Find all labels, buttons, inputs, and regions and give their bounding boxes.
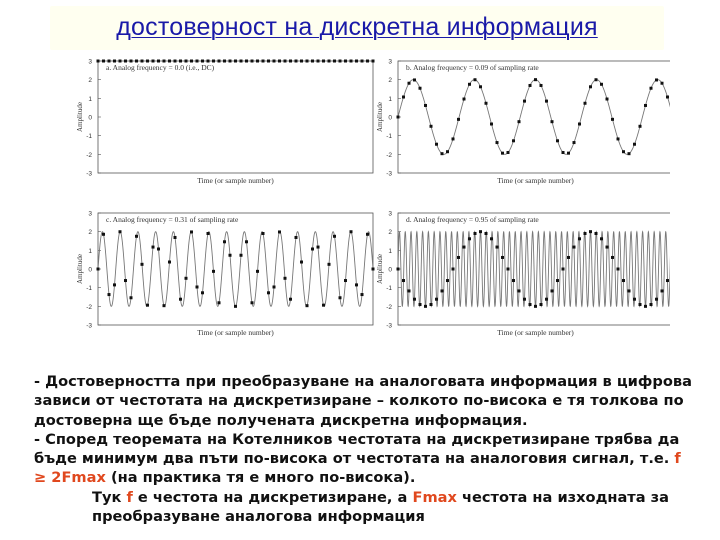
sample-point	[556, 279, 559, 282]
sample-point	[256, 270, 259, 273]
y-tick-label: 0	[388, 114, 392, 122]
y-tick-label: 1	[88, 247, 92, 255]
sample-point	[611, 118, 614, 121]
sample-point	[397, 116, 400, 119]
sample-point	[289, 298, 292, 301]
plot-panel	[76, 211, 375, 338]
sample-point	[295, 236, 298, 239]
sample-point	[540, 303, 543, 306]
sample-point	[507, 268, 510, 271]
sample-point	[402, 95, 405, 98]
y-tick-label: 2	[88, 229, 92, 237]
sample-point	[441, 152, 444, 155]
sample-point	[633, 298, 636, 301]
sample-point	[163, 304, 166, 307]
plot-panel	[76, 59, 375, 186]
body-text	[34, 372, 694, 526]
sample-point	[468, 83, 471, 86]
sample-point	[430, 303, 433, 306]
sample-point	[113, 60, 116, 63]
sample-point	[408, 82, 411, 85]
sample-point	[256, 60, 259, 63]
paragraph-3-lead: Тук	[92, 488, 127, 506]
y-axis-label: Amplitude	[376, 254, 384, 284]
sample-point	[163, 60, 166, 63]
sample-point	[339, 296, 342, 299]
y-axis-label: Amplitude	[76, 102, 84, 132]
sample-point	[457, 118, 460, 121]
f-symbol: f	[674, 450, 681, 468]
sample-point	[534, 78, 537, 81]
sample-point	[573, 246, 576, 249]
sample-point	[361, 60, 364, 63]
sample-point	[661, 82, 664, 85]
sample-point	[119, 60, 122, 63]
y-tick-label: -1	[386, 133, 392, 141]
sample-point	[424, 305, 427, 308]
sample-point	[435, 298, 438, 301]
sample-point	[157, 60, 160, 63]
panel-caption: d. Analog frequency = 0.95 of sampling rate	[406, 215, 539, 224]
sample-point	[97, 268, 100, 271]
sample-point	[600, 83, 603, 86]
sample-point	[628, 289, 631, 292]
sample-point	[124, 60, 127, 63]
panel-caption: b. Analog frequency = 0.09 of sampling rate	[406, 63, 539, 72]
sample-point	[666, 95, 669, 98]
x-axis-label: Time (or sample number)	[497, 328, 574, 337]
sample-point	[300, 261, 303, 264]
sample-point	[245, 240, 248, 243]
sample-point	[518, 120, 521, 123]
sample-point	[245, 60, 248, 63]
sample-point	[529, 303, 532, 306]
sample-point	[333, 60, 336, 63]
sample-point	[262, 232, 265, 235]
sample-point	[666, 279, 669, 282]
x-axis-label: Time (or sample number)	[497, 176, 574, 185]
sample-point	[240, 254, 243, 257]
title-banner	[50, 6, 664, 50]
sample-point	[501, 256, 504, 259]
sample-point	[207, 232, 210, 235]
y-tick-label: 0	[88, 114, 92, 122]
sample-point	[185, 60, 188, 63]
sample-point	[355, 60, 358, 63]
sample-point	[551, 120, 554, 123]
paragraph-3-middle: е честота на дискретизиране, а	[132, 488, 413, 506]
y-axis-label: Amplitude	[76, 254, 84, 284]
sample-point	[562, 151, 565, 154]
sample-point	[317, 246, 320, 249]
sample-point	[584, 102, 587, 105]
sample-point	[273, 285, 276, 288]
sample-point	[628, 152, 631, 155]
sample-point	[545, 298, 548, 301]
sample-point	[650, 87, 653, 90]
sample-point	[639, 303, 642, 306]
sample-point	[306, 60, 309, 63]
sample-point	[306, 304, 309, 307]
sample-point	[523, 298, 526, 301]
y-tick-label: -2	[386, 303, 392, 311]
sample-point	[355, 283, 358, 286]
plot-frame	[98, 61, 373, 173]
sample-point	[372, 268, 375, 271]
analog-signal	[398, 232, 670, 307]
sample-point	[595, 232, 598, 235]
sample-point	[452, 268, 455, 271]
sample-point	[617, 137, 620, 140]
plot-frame	[398, 61, 670, 173]
paragraph-3	[34, 488, 694, 527]
paragraph-3-tail: честота на изходната за преобразуване аналогова информация	[92, 488, 670, 526]
sample-point	[551, 289, 554, 292]
sample-point	[556, 139, 559, 142]
sample-point	[284, 60, 287, 63]
fmax-symbol: Fmax	[412, 488, 457, 506]
x-axis-label: Time (or sample number)	[197, 328, 274, 337]
sample-point	[485, 232, 488, 235]
sample-point	[234, 305, 237, 308]
sample-point	[600, 237, 603, 240]
sample-point	[157, 247, 160, 250]
sample-point	[622, 279, 625, 282]
sample-point	[496, 141, 499, 144]
y-tick-label: 3	[388, 58, 392, 66]
sample-point	[457, 256, 460, 259]
sample-point	[512, 279, 515, 282]
sample-point	[512, 139, 515, 142]
sample-point	[212, 270, 215, 273]
sample-point	[317, 60, 320, 63]
sample-point	[490, 122, 493, 125]
sample-point	[251, 60, 254, 63]
y-tick-label: -1	[86, 285, 92, 293]
sample-point	[545, 100, 548, 103]
sample-point	[311, 60, 314, 63]
sample-point	[262, 60, 265, 63]
sample-point	[507, 151, 510, 154]
sample-point	[518, 289, 521, 292]
sample-point	[463, 246, 466, 249]
sample-point	[644, 104, 647, 107]
sample-point	[130, 296, 133, 299]
sample-point	[350, 60, 353, 63]
sample-point	[108, 60, 111, 63]
paragraph-2	[34, 430, 694, 488]
sample-point	[141, 60, 144, 63]
y-tick-label: 1	[388, 247, 392, 255]
sample-point	[611, 256, 614, 259]
sample-point	[452, 137, 455, 140]
sample-point	[135, 60, 138, 63]
sample-point	[661, 289, 664, 292]
sample-point	[479, 230, 482, 233]
panel-caption: c. Analog frequency = 0.31 of sampling rate	[106, 215, 239, 224]
sample-point	[578, 122, 581, 125]
paragraph-2-text: - Според теоремата на Котелников честотата на дискретизиране трябва да бъде минимум два пъти по-висока от честотата на аналоговия сигнал, т.е.	[34, 430, 680, 468]
sample-point	[278, 60, 281, 63]
sample-point	[589, 85, 592, 88]
y-tick-label: -3	[86, 170, 92, 178]
sample-point	[196, 60, 199, 63]
sample-point	[152, 246, 155, 249]
sample-point	[185, 277, 188, 280]
sample-point	[534, 305, 537, 308]
sample-point	[496, 246, 499, 249]
plot-frame	[98, 213, 373, 325]
y-tick-label: 2	[388, 77, 392, 85]
sample-point	[146, 60, 149, 63]
analog-signal	[398, 80, 670, 155]
sample-point	[218, 301, 221, 304]
sample-point	[311, 247, 314, 250]
sample-point	[479, 85, 482, 88]
sample-point	[119, 230, 122, 233]
y-tick-label: 3	[88, 58, 92, 66]
y-tick-label: 3	[388, 210, 392, 218]
sample-point	[562, 268, 565, 271]
y-tick-label: -2	[86, 151, 92, 159]
sample-point	[223, 60, 226, 63]
y-tick-label: -1	[386, 285, 392, 293]
sample-point	[179, 298, 182, 301]
analog-signal	[98, 232, 373, 307]
sample-point	[446, 150, 449, 153]
sample-point	[174, 60, 177, 63]
y-tick-label: -2	[86, 303, 92, 311]
sample-point	[289, 60, 292, 63]
sample-point	[372, 60, 375, 63]
sampling-figure	[70, 58, 670, 358]
sample-point	[267, 291, 270, 294]
sample-point	[234, 60, 237, 63]
y-axis-label: Amplitude	[376, 102, 384, 132]
sample-point	[430, 125, 433, 128]
sample-point	[141, 263, 144, 266]
paragraph-1	[34, 372, 694, 430]
sample-point	[130, 60, 133, 63]
sample-point	[322, 60, 325, 63]
sample-point	[328, 60, 331, 63]
sample-point	[397, 268, 400, 271]
x-axis-label: Time (or sample number)	[197, 176, 274, 185]
sample-point	[402, 279, 405, 282]
sample-point	[135, 235, 138, 238]
sample-point	[218, 60, 221, 63]
paragraph-1-text: - Достоверността при преобразуване на аналоговата информация в цифрова зависи от честотата на дискретизиране – колкото по-висока е тя толкова по достоверна ще бъде получената дискретна информация.	[34, 373, 692, 429]
sample-point	[490, 237, 493, 240]
y-tick-label: 0	[88, 266, 92, 274]
sample-point	[366, 233, 369, 236]
y-tick-label: 1	[388, 95, 392, 103]
y-tick-label: -3	[386, 322, 392, 330]
sample-point	[413, 78, 416, 81]
sample-point	[212, 60, 215, 63]
sample-point	[655, 78, 658, 81]
sample-point	[633, 143, 636, 146]
sample-point	[441, 289, 444, 292]
y-tick-label: 0	[388, 266, 392, 274]
sample-point	[190, 60, 193, 63]
sample-point	[540, 84, 543, 87]
sample-point	[617, 268, 620, 271]
y-tick-label: -2	[386, 151, 392, 159]
sample-point	[278, 230, 281, 233]
sample-point	[113, 283, 116, 286]
plot-panel	[376, 59, 670, 186]
y-tick-label: -1	[86, 133, 92, 141]
sample-point	[485, 102, 488, 105]
sample-point	[595, 78, 598, 81]
sample-point	[523, 100, 526, 103]
sample-point	[468, 237, 471, 240]
y-tick-label: -3	[86, 322, 92, 330]
sample-point	[474, 78, 477, 81]
sample-point	[435, 143, 438, 146]
sample-point	[361, 293, 364, 296]
sample-point	[446, 279, 449, 282]
sample-point	[273, 60, 276, 63]
sample-point	[223, 240, 226, 243]
sample-point	[474, 232, 477, 235]
sample-point	[168, 60, 171, 63]
sample-point	[622, 150, 625, 153]
sample-point	[419, 87, 422, 90]
sample-point	[529, 84, 532, 87]
plot-panel	[376, 211, 670, 338]
y-tick-label: -3	[386, 170, 392, 178]
sample-point	[146, 304, 149, 307]
sample-point	[328, 263, 331, 266]
sample-point	[606, 246, 609, 249]
sample-point	[267, 60, 270, 63]
sample-point	[366, 60, 369, 63]
sample-point	[300, 60, 303, 63]
sample-point	[295, 60, 298, 63]
sample-point	[251, 301, 254, 304]
sample-point	[578, 237, 581, 240]
sample-point	[413, 298, 416, 301]
sample-point	[201, 60, 204, 63]
sample-point	[589, 230, 592, 233]
y-tick-label: 2	[388, 229, 392, 237]
sample-point	[201, 291, 204, 294]
f-definition-symbol: f	[126, 488, 133, 506]
sample-point	[567, 256, 570, 259]
y-tick-label: 2	[88, 77, 92, 85]
panel-caption: a. Analog frequency = 0.0 (i.e., DC)	[106, 63, 215, 72]
sample-point	[124, 279, 127, 282]
sample-point	[97, 60, 100, 63]
sample-point	[102, 60, 105, 63]
sample-point	[344, 60, 347, 63]
sample-point	[152, 60, 155, 63]
nyquist-condition: ≥ 2Fmax	[34, 469, 106, 487]
paragraph-2-note: (на практика тя е много по-висока).	[105, 469, 416, 487]
sample-point	[644, 305, 647, 308]
sample-point	[207, 60, 210, 63]
sample-point	[174, 236, 177, 239]
sample-point	[179, 60, 182, 63]
sample-point	[463, 98, 466, 101]
sample-point	[424, 104, 427, 107]
y-tick-label: 3	[88, 210, 92, 218]
sample-point	[655, 298, 658, 301]
sample-point	[322, 304, 325, 307]
sample-point	[501, 152, 504, 155]
sample-point	[650, 303, 653, 306]
sample-point	[639, 125, 642, 128]
sample-point	[284, 277, 287, 280]
sample-point	[190, 230, 193, 233]
sample-point	[102, 233, 105, 236]
sample-point	[339, 60, 342, 63]
sample-point	[229, 254, 232, 257]
sample-point	[333, 235, 336, 238]
sample-point	[344, 279, 347, 282]
sample-point	[408, 289, 411, 292]
slide-title: достоверност на дискретна информация	[116, 13, 598, 41]
sample-point	[168, 261, 171, 264]
sample-point	[606, 98, 609, 101]
sample-point	[584, 232, 587, 235]
sample-point	[567, 152, 570, 155]
y-tick-label: 1	[88, 95, 92, 103]
sample-point	[573, 141, 576, 144]
sample-point	[108, 293, 111, 296]
sample-point	[240, 60, 243, 63]
sample-point	[196, 285, 199, 288]
sample-point	[419, 303, 422, 306]
sample-point	[229, 60, 232, 63]
sample-point	[350, 230, 353, 233]
